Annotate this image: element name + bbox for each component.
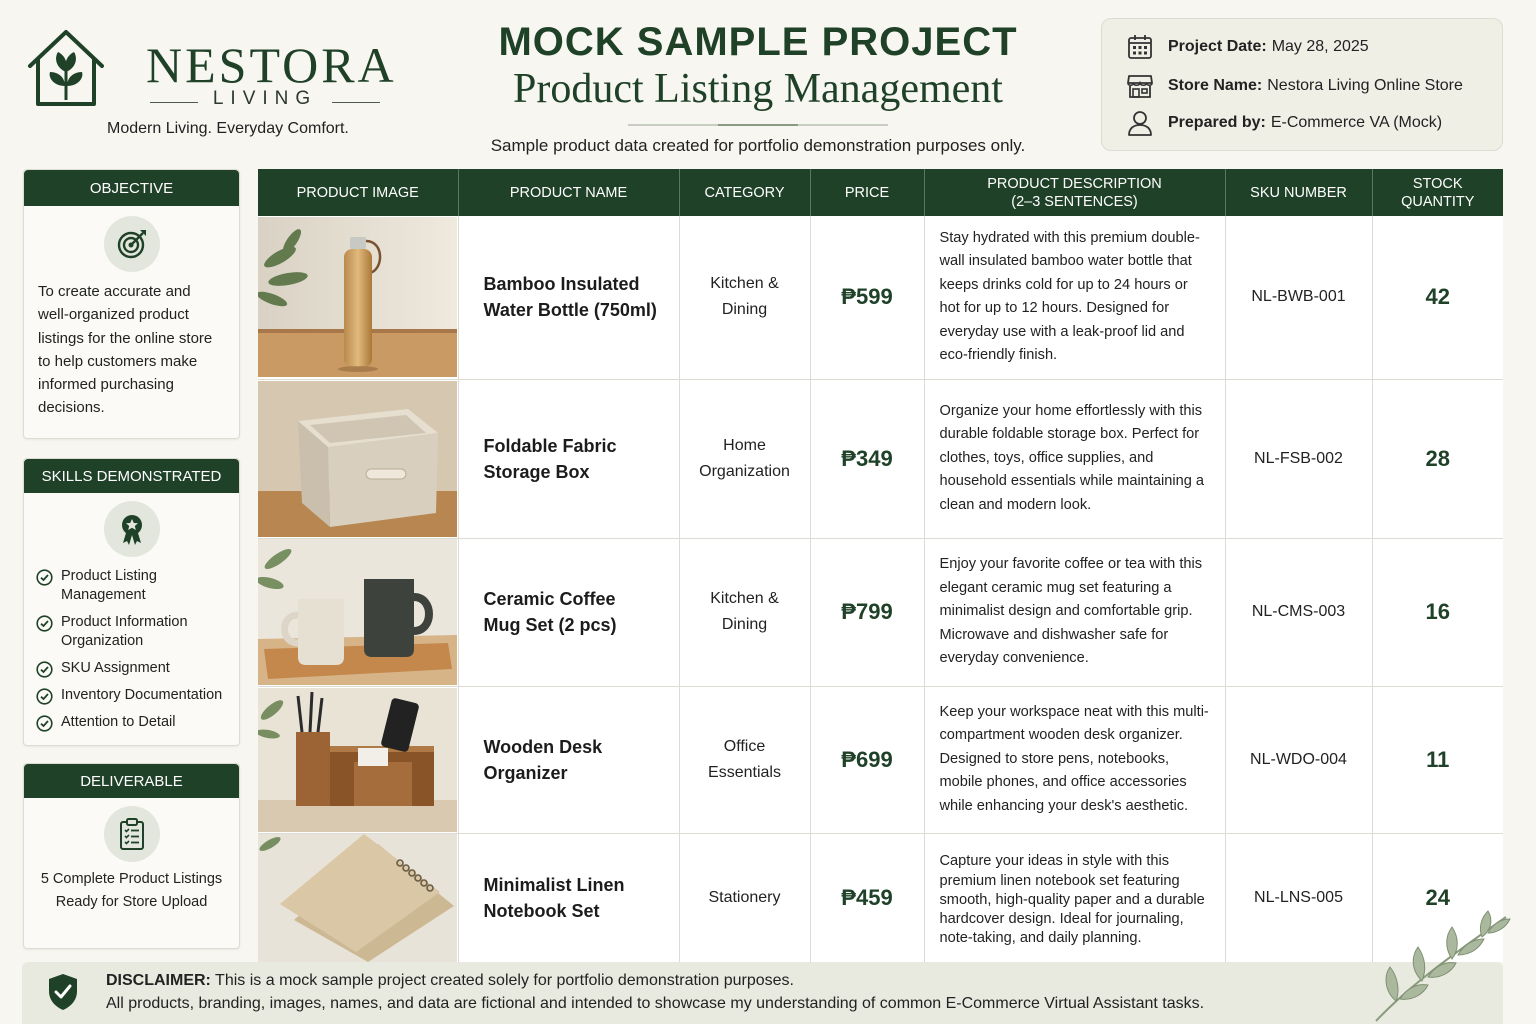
category-line2: Dining xyxy=(721,616,768,633)
column-header-price: PRICE xyxy=(810,169,924,216)
product-stock: 42 xyxy=(1372,216,1503,379)
product-image-cell xyxy=(258,216,458,379)
product-price: ₱459 xyxy=(810,833,924,962)
product-sku: NL-BWB-001 xyxy=(1225,216,1372,379)
table-row xyxy=(258,216,1503,379)
header-stock-line2: QUANTITY xyxy=(1401,193,1475,210)
linen-notebook-photo xyxy=(258,834,457,962)
category-line2: Dining xyxy=(721,301,768,319)
list-item xyxy=(36,713,239,732)
table-row xyxy=(258,538,1503,686)
list-item xyxy=(36,613,239,651)
shield-check-icon xyxy=(46,972,80,1012)
product-price: ₱349 xyxy=(810,379,924,538)
column-header-sku: SKU NUMBER xyxy=(1225,169,1372,216)
disclaimer-text1: This is a mock sample project created solely for portfolio demonstration purposes. xyxy=(215,972,794,989)
product-name xyxy=(458,379,679,538)
product-description: Capture your ideas in style with this premium linen notebook set featuring smooth, high-quality paper and a durable hardcover design. Ideal for journaling, note-taking, and daily planning. xyxy=(924,833,1225,962)
check-circle-icon xyxy=(36,661,53,678)
header-desc-line1: PRODUCT DESCRIPTION xyxy=(987,175,1162,192)
product-name-line2: Storage Box xyxy=(483,461,590,482)
storefront-icon xyxy=(1126,72,1154,100)
table-row xyxy=(258,833,1503,962)
brand-name: NESTORA xyxy=(146,37,397,93)
objective-icon-badge xyxy=(104,216,160,272)
ceramic-mugs-photo xyxy=(258,539,457,685)
product-stock: 16 xyxy=(1372,538,1503,686)
title-divider xyxy=(628,124,888,126)
check-circle-icon xyxy=(36,715,53,732)
skill-label: SKU Assignment xyxy=(61,660,170,676)
product-category xyxy=(679,686,810,833)
skill-label: Inventory Documentation xyxy=(61,687,223,703)
brand-tagline: Modern Living. Everyday Comfort. xyxy=(107,120,349,137)
product-name xyxy=(458,686,679,833)
category-line2: Organization xyxy=(699,462,790,480)
column-header-image: PRODUCT IMAGE xyxy=(258,169,458,216)
store-name-label: Store Name: xyxy=(1168,77,1263,94)
product-category xyxy=(679,833,810,962)
product-price: ₱599 xyxy=(810,216,924,379)
table-header-row xyxy=(258,169,1503,216)
product-sku: NL-CMS-003 xyxy=(1225,538,1372,686)
product-image-cell xyxy=(258,538,458,686)
product-stock: 28 xyxy=(1372,379,1503,538)
list-item xyxy=(36,567,239,605)
skill-label: Product Listing Management xyxy=(61,568,157,603)
product-stock: 11 xyxy=(1372,686,1503,833)
product-price: ₱699 xyxy=(810,686,924,833)
product-category xyxy=(679,379,810,538)
product-name-line2: Notebook Set xyxy=(483,900,600,921)
product-name-line1: Bamboo Insulated xyxy=(483,274,640,295)
product-name xyxy=(458,833,679,962)
product-category xyxy=(679,538,810,686)
list-item xyxy=(36,686,239,705)
deliverable-text: 5 Complete Product Listings Ready for Store Upload xyxy=(40,871,223,910)
leaf-branch-icon xyxy=(1366,909,1516,1024)
objective-panel xyxy=(23,169,240,439)
user-icon xyxy=(1126,109,1154,137)
fabric-storage-box-photo xyxy=(258,381,457,537)
brand-logo xyxy=(24,26,397,146)
deliverable-icon-badge xyxy=(104,806,160,862)
check-circle-icon xyxy=(36,569,53,586)
product-sku: NL-LNS-005 xyxy=(1225,833,1372,962)
store-name-value: Nestora Living Online Store xyxy=(1267,77,1463,94)
product-price: ₱799 xyxy=(810,538,924,686)
product-table xyxy=(258,169,1503,962)
skills-title: SKILLS DEMONSTRATED xyxy=(24,459,239,493)
product-stock: 24 xyxy=(1372,833,1503,962)
product-description: Keep your workspace neat with this multi-compartment wooden desk organizer. Designed to store pens, notebooks, mobile phones, and office accessories while enhancing your desk's aesthetic. xyxy=(924,686,1225,833)
project-date-value: May 28, 2025 xyxy=(1271,38,1369,55)
bamboo-bottle-photo xyxy=(258,217,457,377)
page-subtitle: Product Listing Management xyxy=(513,66,1003,112)
header-note: Sample product data created for portfolio demonstration purposes only. xyxy=(490,136,1026,155)
award-ribbon-icon xyxy=(115,512,149,546)
category-line1: Office xyxy=(723,737,766,755)
page-header xyxy=(420,18,1096,126)
product-category xyxy=(679,216,810,379)
prepared-by-row xyxy=(1126,108,1442,138)
deliverable-panel xyxy=(23,763,240,949)
product-description: Stay hydrated with this premium double-wall insulated bamboo water bottle that keeps drinks cold for up to 24 hours or hot for up to 12 hours. Designed for everyday use with a leak-proof lid and eco-friendly finish. xyxy=(924,216,1225,379)
category-line2: Essentials xyxy=(708,763,781,781)
house-leaf-icon xyxy=(24,26,108,110)
product-name-line1: Wooden Desk xyxy=(483,736,603,757)
check-circle-icon xyxy=(36,615,53,632)
store-name-row xyxy=(1126,71,1463,101)
clipboard-list-icon xyxy=(115,817,149,851)
column-header-category: CATEGORY xyxy=(679,169,810,216)
project-date-row xyxy=(1126,32,1369,62)
product-name xyxy=(458,538,679,686)
product-name-line2: Water Bottle (750ml) xyxy=(483,300,657,321)
product-name-line1: Ceramic Coffee xyxy=(483,589,616,609)
category-line1: Stationery xyxy=(708,888,781,906)
list-item xyxy=(36,659,239,678)
prepared-by-label: Prepared by: xyxy=(1168,114,1266,131)
product-name xyxy=(458,216,679,379)
product-name-line2: Organizer xyxy=(483,762,568,783)
target-icon xyxy=(115,227,149,261)
skill-label: Attention to Detail xyxy=(61,714,176,730)
header-desc-line2: (2–3 SENTENCES) xyxy=(1011,193,1138,210)
column-header-name: PRODUCT NAME xyxy=(458,169,679,216)
skill-label: Product Information Organization xyxy=(61,614,188,649)
deliverable-title: DELIVERABLE xyxy=(24,764,239,798)
product-image-cell xyxy=(258,833,458,962)
column-header-stock xyxy=(1372,169,1503,216)
product-name-line1: Minimalist Linen xyxy=(483,874,625,895)
brand-sub xyxy=(150,88,380,116)
disclaimer-line2: All products, branding, images, names, and data are fictional and intended to showcase my understanding of common E-Commerce Virtual Assistant tasks. xyxy=(106,995,1205,1012)
product-sku: NL-WDO-004 xyxy=(1225,686,1372,833)
objective-text: To create accurate and well-organized product listings for the online store to help customers make informed purchasing decisions. xyxy=(38,283,213,417)
product-image-cell xyxy=(258,379,458,538)
wooden-desk-organizer-photo xyxy=(258,688,457,832)
category-line1: Home xyxy=(723,436,766,454)
product-name-line1: Foldable Fabric xyxy=(483,435,617,456)
skills-list xyxy=(24,557,239,732)
project-date-label: Project Date: xyxy=(1168,38,1267,55)
skills-icon-badge xyxy=(104,501,160,557)
disclaimer-banner xyxy=(22,962,1503,1024)
product-image-cell xyxy=(258,686,458,833)
header-stock-line1: STOCK xyxy=(1412,175,1463,192)
objective-title: OBJECTIVE xyxy=(24,170,239,206)
product-sku: NL-FSB-002 xyxy=(1225,379,1372,538)
skills-panel xyxy=(23,458,240,746)
product-description: Enjoy your favorite coffee or tea with this elegant ceramic mug set featuring a minimalist design and comfortable grip. Microwave and dishwasher safe for everyday convenience. xyxy=(924,538,1225,686)
page-title: MOCK SAMPLE PROJECT xyxy=(498,20,1018,64)
disclaimer-line1 xyxy=(106,972,794,990)
brand-sub-text: LIVING xyxy=(212,88,318,109)
calendar-icon xyxy=(1126,33,1154,61)
product-name-line2: Mug Set (2 pcs) xyxy=(483,615,617,635)
category-line1: Kitchen & xyxy=(710,275,779,293)
category-line1: Kitchen & xyxy=(710,590,779,607)
product-description: Organize your home effortlessly with this durable foldable storage box. Perfect for clothes, toys, office supplies, and household essentials while maintaining a clean and modern look. xyxy=(924,379,1225,538)
prepared-by-value: E-Commerce VA (Mock) xyxy=(1270,114,1443,131)
table-row xyxy=(258,686,1503,833)
column-header-description xyxy=(924,169,1225,216)
project-info-box xyxy=(1101,18,1503,151)
disclaimer-label: DISCLAIMER: xyxy=(106,972,211,989)
check-circle-icon xyxy=(36,688,53,705)
table-row xyxy=(258,379,1503,538)
